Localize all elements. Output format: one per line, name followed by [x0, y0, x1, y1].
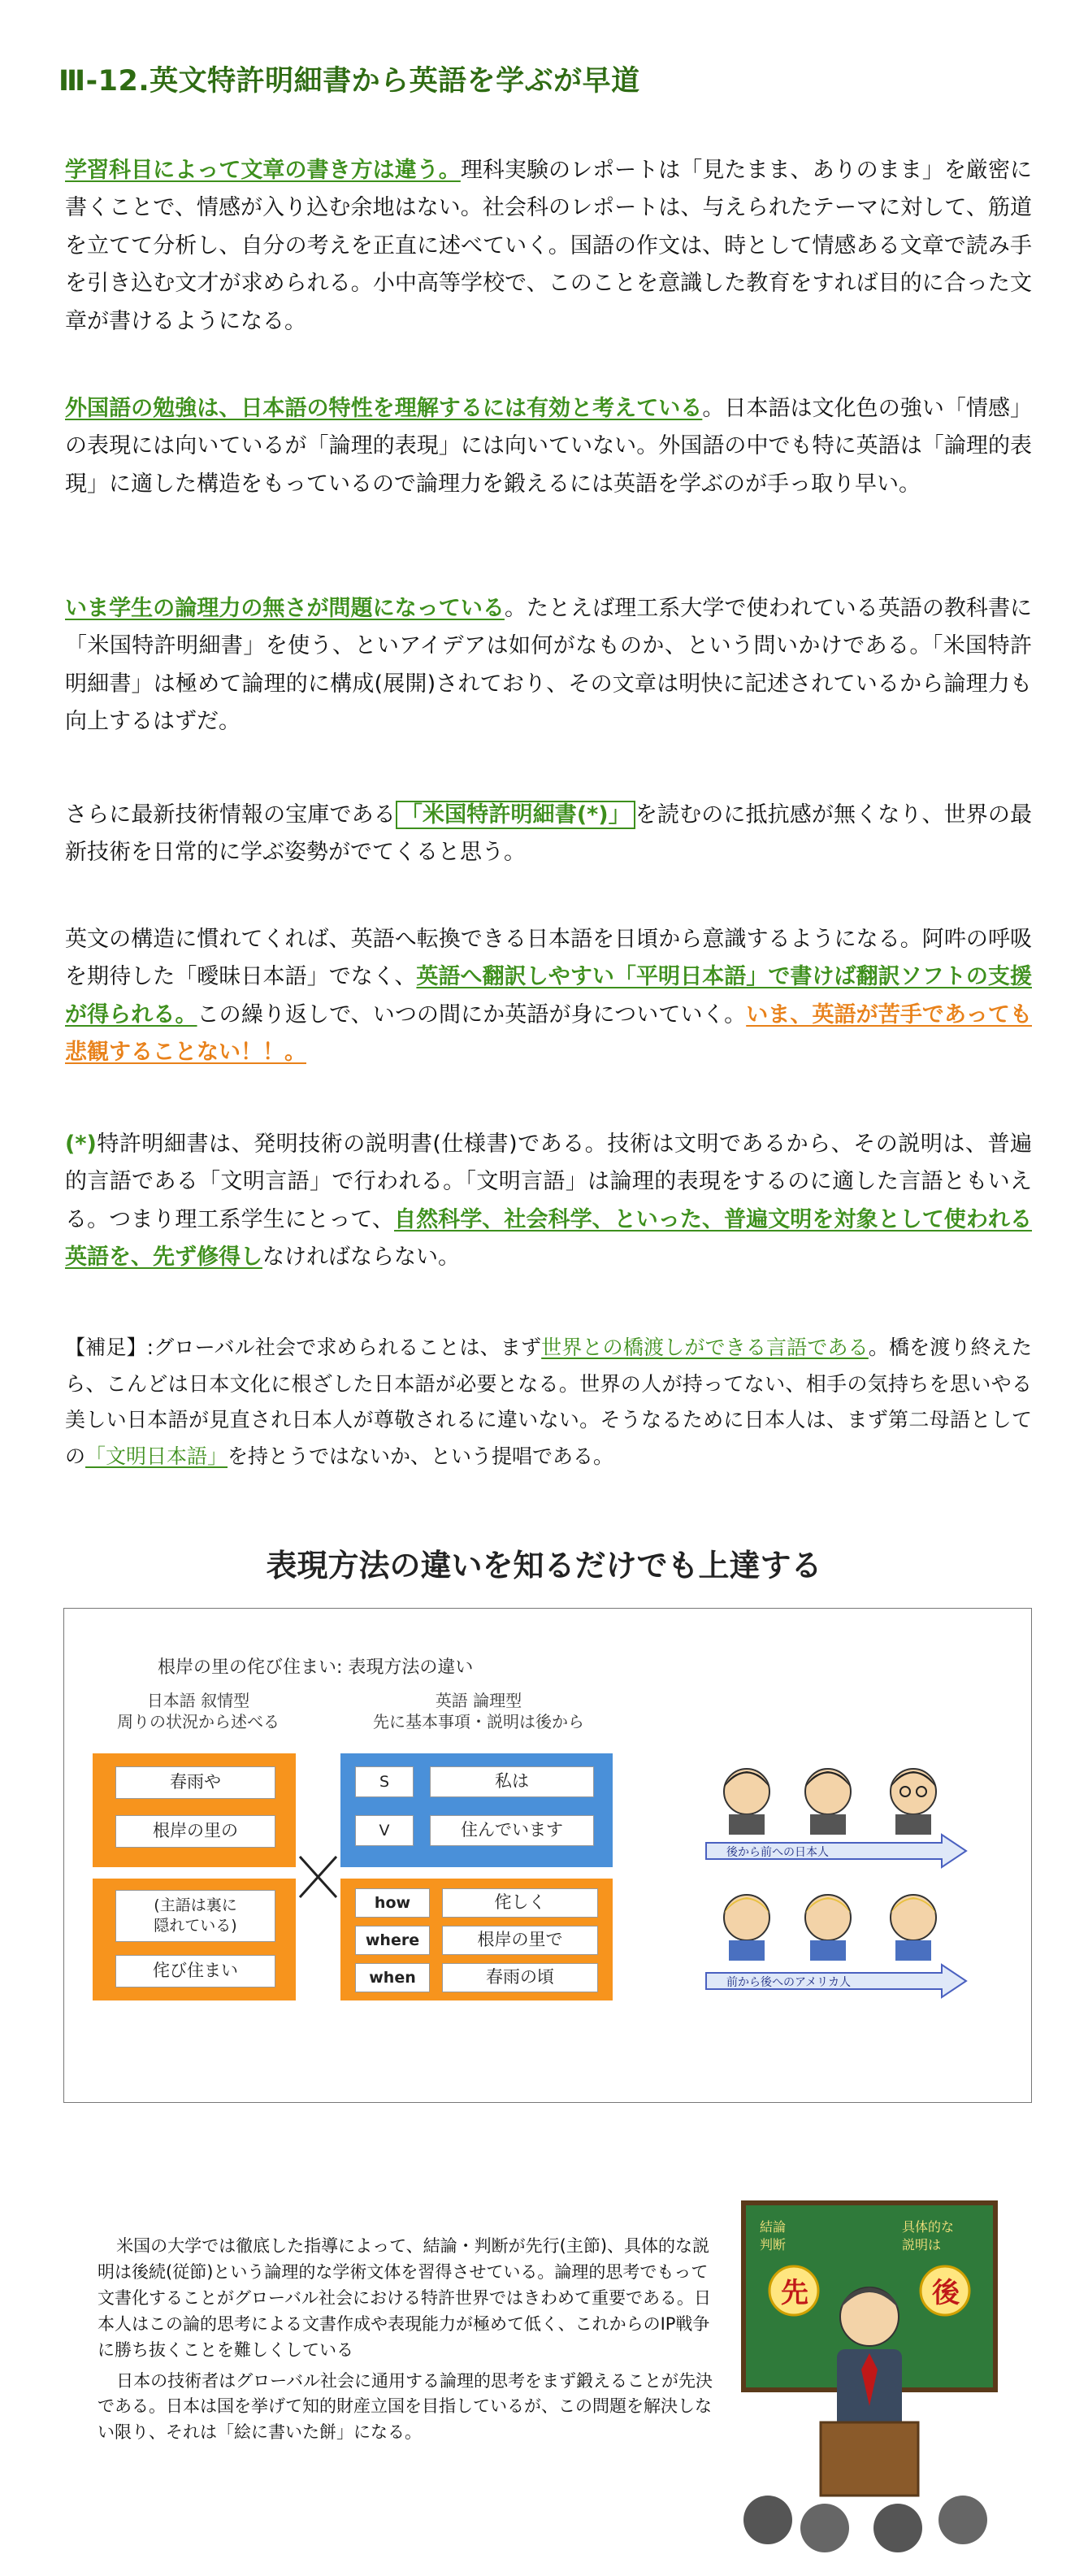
jp-bottom-group: [93, 1879, 296, 2000]
paragraph-6: [65, 1126, 1032, 1277]
paragraph-5-pre: 英文の構造に慣れてくれば、英語へ転換できる日本語を日頃から意識するようになる。阿吽の呼吸を期待した「曖昧日本語」でなく、: [65, 927, 1032, 990]
paragraph-7: [65, 1330, 1032, 1475]
board-left-big: 先: [781, 2277, 808, 2309]
board-left-top: 結論: [760, 2219, 787, 2235]
teacher-illustration: [735, 2195, 1003, 2552]
board-right-top: 具体的な: [902, 2219, 955, 2235]
board-left-mid: 判断: [760, 2237, 787, 2252]
jp-head-line2: 周りの状況から述べる: [117, 1712, 280, 1731]
paragraph-6-pre: 特許明細書は、発明技術の説明書(仕様書)である。技術は文明であるから、その説明は、普遍的言語である「文明言語」で行われる。「文明言語」は論理的表現をするのに適した言語ともいえる。つまり理工系学生にとって、: [65, 1132, 1032, 1232]
diagram-heading: 表現方法の違いを知るだけでも上達する: [266, 1548, 822, 1583]
en-label-s: S: [355, 1766, 414, 1797]
jp-item-wabizumai: 侘び住まい: [115, 1955, 275, 1987]
lectern: [821, 2422, 918, 2496]
paragraph-3-lead: いま学生の論理力の無さが問題になっている: [65, 596, 505, 621]
arrow-label-american: 前から後へのアメリカ人: [726, 1976, 852, 1989]
paragraph-5-highlight: 英語へ翻訳しやすい「平明日本語」で書けば翻訳ソフトの支援が得られる。: [65, 964, 1032, 1027]
bottom-text-block: [98, 2234, 715, 2446]
en-text-wabishiku: 侘しく: [442, 1888, 598, 1918]
paragraph-2-text: 。日本語は文化色の強い「情感」の表現には向いているが「論理的表現」には向いていない。外国語の中でも特に英語は「論理的表現」に適した構造をもっているので論理力を鍛えるには英語を学ぶのが手っ取り早い。: [65, 396, 1033, 497]
en-label-where: where: [355, 1926, 430, 1955]
en-text-watashiwa: 私は: [430, 1766, 594, 1797]
civilization-japanese-link[interactable]: 「文明日本語」: [85, 1444, 228, 1468]
en-head-line2: 先に基本事項・説明は後から: [373, 1712, 584, 1731]
paragraph-7-text: を持とうではないか、という提唱である。: [228, 1444, 614, 1468]
jp-item-harusame: 春雨や: [115, 1766, 275, 1799]
paragraph-3: [65, 590, 1032, 741]
diagram-title: 根岸の里の侘び住まい: 表現方法の違い: [158, 1657, 474, 1678]
board-right-mid: 説明は: [902, 2237, 942, 2252]
arrow-label-japanese: 後から前への日本人: [726, 1846, 829, 1859]
bottom-paragraph-1: 米国の大学では徹底した指導によって、結論・判断が先行(主節)、具体的な説明は後続(従節)という論理的な学術文体を習得させている。論理的思考でもって文書化することがグローバル社会における特許世界ではきわめて重要である。日本人はこの論的思考による文書作成や表現能力が極めて低く、これからのIP戦争に勝ち抜くことを難しくしている: [98, 2236, 711, 2360]
paragraph-2-lead: 外国語の勉強は、日本語の特性を理解するには有効と考えている: [65, 396, 703, 421]
en-top-group: [340, 1753, 613, 1867]
paragraph-1: [65, 152, 1032, 341]
bottom-paragraph-2: 日本の技術者はグローバル社会に通用する論理的思考をまず鍛えることが先決である。日本は国を挙げて知的財産立国を目指しているが、この問題を解決しない限り、それは「絵に書いた餅」になる。: [98, 2370, 713, 2443]
en-label-when: when: [355, 1963, 430, 1992]
jp-item-hidden-subject: (主語は裏に 隠れている): [115, 1890, 275, 1942]
expression-diagram: [63, 1608, 1032, 2103]
jp-head-line1: 日本語 叙情型: [146, 1691, 250, 1710]
en-text-harusame: 春雨の頃: [442, 1963, 598, 1992]
paragraph-6-highlight: 自然科学、社会科学、といった、普遍文明を対象として使われる英語を、先ず修得し: [65, 1206, 1033, 1271]
jp-top-group: [93, 1753, 296, 1867]
paragraph-4-text: を読むのに抵抗感が無くなり、世界の最新技術を日常的に学ぶ姿勢がでてくると思う。: [65, 802, 1033, 866]
en-label-v: V: [355, 1815, 414, 1846]
people-illustration: [698, 1755, 974, 2023]
paragraph-2: [65, 390, 1032, 503]
en-text-sundeimasu: 住んでいます: [430, 1815, 594, 1846]
paragraph-4: [65, 797, 1032, 872]
japanese-people-icon: [724, 1769, 936, 1835]
cross-arrows-icon: [296, 1853, 340, 1901]
en-head-line1: 英語 論理型: [435, 1691, 522, 1710]
paragraph-7-pre: 【補足】:グローバル社会で求められることは、まず: [65, 1336, 542, 1359]
en-bottom-group: [340, 1879, 613, 2000]
paragraph-6-text: なければならない。: [262, 1245, 460, 1271]
board-right-big: 後: [932, 2277, 960, 2309]
paragraph-4-pre: さらに最新技術情報の宝庫である: [65, 802, 396, 828]
en-text-negishi: 根岸の里で: [442, 1926, 598, 1955]
paragraph-5: [65, 921, 1032, 1072]
en-column-head: [340, 1690, 617, 1732]
paragraph-5-orange: いま、英語が苦手であっても悲観することない！！。: [65, 1001, 1032, 1066]
jp-column-head: [80, 1690, 316, 1732]
paragraph-1-text: 理科実験のレポートは「見たまま、ありのまま」を厳密に書くことで、情感が入り込む余地はない。社会科のレポートは、与えられたテーマに対して、筋道を立てて分析し、自分の考えを正直に述べていく。国語の作文は、時として情感ある文章で読み手を引き込む文才が求められる。小中高等学校で、このことを意識した教育をすれば目的に合った文章が書けるようになる。: [65, 158, 1033, 334]
jp-item-negishi: 根岸の里の: [115, 1815, 275, 1848]
us-patent-spec-link[interactable]: 「米国特許明細書(*)」: [396, 801, 635, 829]
bridge-language-link[interactable]: 世界との橋渡しができる言語である: [541, 1336, 869, 1359]
paragraph-6-mark: (*): [65, 1132, 97, 1157]
american-people-icon: [724, 1895, 936, 1961]
paragraph-5-mid: この繰り返しで、いつの間にか英語が身についていく。: [197, 1001, 747, 1027]
paragraph-7-mid: 。橋を渡り終えたら、こんどは日本文化に根ざした日本語が必要となる。世界の人が持ってない、相手の気持ちを思いやる美しい日本語が見直され日本人が尊敬されるに違いない。そうなるために日本人は、まず第二母語としての: [65, 1336, 1032, 1468]
page-title: Ⅲ-12.英文特許明細書から英語を学ぶが早道: [59, 65, 640, 98]
en-label-how: how: [355, 1888, 430, 1918]
paragraph-3-text: 。たとえば理工系大学で使われている英語の教科書に「米国特許明細書」を使う、といアイデアは如何がなものか、という問いかけである。「米国特許明細書」は極めて論理的に構成(展開)されており、その文章は明快に記述されているから論理力も向上するはずだ。: [65, 596, 1033, 735]
paragraph-1-lead: 学習科目によって文章の書き方は違う。: [65, 158, 461, 183]
